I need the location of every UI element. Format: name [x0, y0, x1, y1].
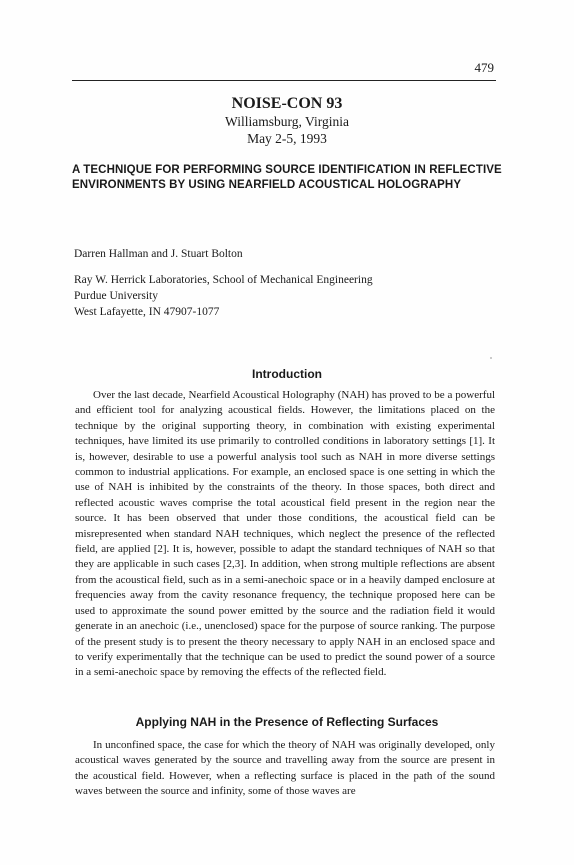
affiliation-line: West Lafayette, IN 47907-1077 — [74, 306, 220, 318]
section-paragraph-applying-nah: In unconfined space, the case for which the theory of NAH was originally developed, only acoustical waves generated by the source and travelling away from the source are present in the acoustical field. However, when a reflecting surface is placed in the path of the sound waves between the source and infinity, some of those waves are — [75, 739, 495, 798]
scan-speck — [490, 357, 492, 359]
page-number: 479 — [474, 60, 494, 75]
section-heading-introduction: Introduction — [252, 367, 322, 381]
section-paragraph-introduction: Over the last decade, Nearfield Acoustical Holography (NAH) has proved to be a powerful and efficient tool for analyzing acoustical fields. However, the limitations placed on the technique by the original supporting theory, in combination with existing experimental techniques, have limited its use primarily to controlled conditions in laboratory settings [1]. It is, however, desirable to use a powerful analysis tool such as NAH in more diverse settings common to industrial applications. For example, an enclosed space is one setting in which the use of NAH is inhibited by the constraints of the theory. In those spaces, both direct and reflected acoustic waves comprise the total acoustical field present in the region near the source. It has been observed that under those conditions, the acoustical field can be misrepresented when standard NAH techniques, which neglect the presence of the reflected field, are applied [2]. It is, however, possible to adapt the standard techniques of NAH so that they are applicable in such cases [2,3]. In addition, when strong multiple reflections are absent from the acoustical field, such as in a semi-anechoic space or in a heavily damped enclosure at frequencies away from the cavity resonance frequency, the technique proposed here can be used to approximate the sound power emitted by the source and the radiation field it would generate in an anechoic (i.e., unenclosed) space for the purpose of source ranking. The purpose of the present study is to present the theory necessary to apply NAH in an enclosed space and to verify experimentally that the technique can be used to predict the sound power of a source in a semi-anechoic space by removing the effects of the reflected field. — [75, 389, 495, 679]
title-line: A TECHNIQUE FOR PERFORMING SOURCE IDENTIFICATION IN REFLECTIVE — [72, 164, 502, 176]
affiliation-line: Purdue University — [74, 290, 159, 302]
affiliation — [74, 272, 373, 320]
header-rule — [72, 80, 496, 81]
conference-location: Williamsburg, Virginia — [225, 114, 349, 129]
section-heading-applying-nah: Applying NAH in the Presence of Reflecting Surfaces — [135, 715, 439, 729]
title-line: ENVIRONMENTS BY USING NEARFIELD ACOUSTICAL HOLOGRAPHY — [72, 179, 462, 191]
affiliation-line: Ray W. Herrick Laboratories, School of Mechanical Engineering — [74, 274, 373, 286]
conference-name: NOISE-CON 93 — [231, 95, 343, 112]
conference-date: May 2-5, 1993 — [247, 131, 327, 146]
authors: Darren Hallman and J. Stuart Bolton — [74, 248, 243, 260]
paper-title — [72, 163, 522, 193]
